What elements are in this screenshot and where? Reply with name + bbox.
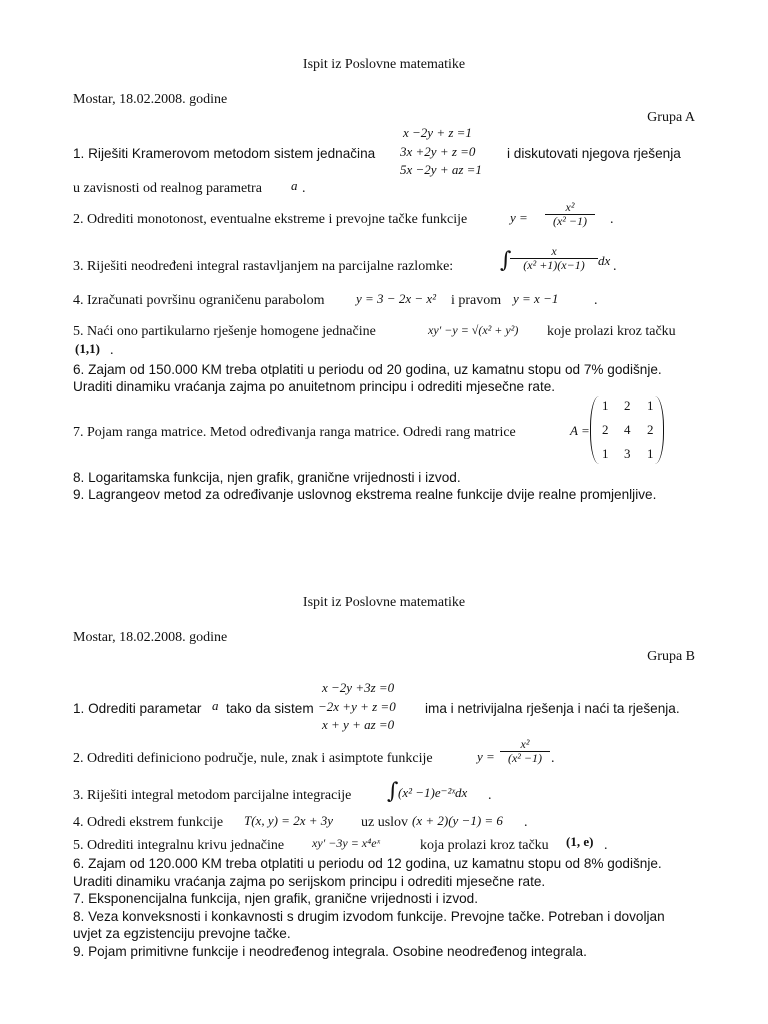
q3a-text: 3. Riješiti neodređeni integral rastavljanjem na parcijalne razlomke: <box>73 259 454 274</box>
q3a-fraction <box>510 245 598 272</box>
q4b-condition: (x + 2)(y −1) = 6 <box>412 813 503 828</box>
matrix-cell: 1 <box>647 398 654 413</box>
q5b-tail: koja prolazi kroz tačku <box>420 838 549 853</box>
q2b-y: y = <box>477 749 495 764</box>
q4a-period: . <box>594 293 598 308</box>
q8b-line1: 8. Veza konveksnosti i konkavnosti s drugim izvodom funkcije. Prevojne tačke. Potreban i dovoljan <box>73 909 665 924</box>
q3b-period: . <box>488 788 492 803</box>
q6a-line2: Uraditi dinamiku vraćanja zajma po anuitetnom principu i odrediti mjesečne rate. <box>73 379 556 394</box>
q2a-fraction <box>545 201 595 228</box>
matrix-cell: 3 <box>624 446 631 461</box>
q1a-period: . <box>302 181 306 196</box>
q2b-text: 2. Odrediti definiciono područje, nule, znak i asimptote funkcije <box>73 751 433 766</box>
matrix-cell: 2 <box>602 422 609 437</box>
q4b-mid: uz uslov <box>361 815 409 830</box>
q3b-integrand: (x² −1)e⁻²ˣdx <box>398 785 468 800</box>
q4a-mid: i pravom <box>451 293 502 308</box>
q2a-denominator: (x² −1) <box>545 214 595 228</box>
place-date-a: Mostar, 18.02.2008. godine <box>73 92 228 107</box>
q1b-param: a <box>212 698 219 713</box>
q1a-system-eq3: 5x −2y + az =1 <box>400 162 482 177</box>
q4a-parabola: y = 3 − 2x − x² <box>356 291 437 306</box>
exam-title-a: Ispit iz Poslovne matematike <box>302 57 466 72</box>
matrix-cell: 2 <box>647 422 654 437</box>
q1a-tail: i diskutovati njegova rješenja <box>507 146 681 161</box>
q5b-point: (1, e) <box>566 834 594 849</box>
q3a-numerator: x <box>551 244 557 258</box>
q1a-system-eq1: x −2y + z =1 <box>403 125 472 140</box>
matrix-cell: 4 <box>624 422 631 437</box>
q1b-mid: tako da sistem <box>226 701 314 716</box>
q3a-dx: dx <box>598 253 611 268</box>
q9b-text: 9. Pojam primitivne funkcije i neodređenog integrala. Osobine neodređenog integrala. <box>73 944 587 959</box>
matrix-left-paren <box>590 396 599 464</box>
q1a-text: 1. Riješiti Kramerovom metodom sistem jednačina <box>73 146 376 161</box>
q5a-point: (1,1) <box>75 341 100 356</box>
place-date-b: Mostar, 18.02.2008. godine <box>73 630 228 645</box>
q5b-text: 5. Odrediti integralnu krivu jednačine <box>73 838 285 853</box>
q1b-system-eq3: x + y + az =0 <box>322 717 395 732</box>
q5a-period: . <box>110 343 114 358</box>
q5a-equation: xy′ −y = √(x² + y²) <box>428 323 519 337</box>
integral-sign-icon: ∫ <box>500 248 512 273</box>
q6a-line1: 6. Zajam od 150.000 KM treba otplatiti u periodu od 20 godina, uz kamatnu stopu od 7% godišnje. <box>73 362 662 377</box>
q7a-A: A = <box>570 423 590 438</box>
q1a-system-eq2: 3x +2y + z =0 <box>400 144 476 159</box>
q4b-text: 4. Odredi ekstrem funkcije <box>73 815 224 830</box>
q1b-text: 1. Odrediti parametar <box>73 701 202 716</box>
matrix-cell: 1 <box>602 446 609 461</box>
q1b-tail: ima i netrivijalna rješenja i naći ta rješenja. <box>425 701 680 716</box>
q3b-text: 3. Riješiti integral metodom parcijalne integracije <box>73 788 352 803</box>
q3a-period: . <box>613 259 617 274</box>
q1b-system-eq1: x −2y +3z =0 <box>322 680 395 695</box>
q5b-period: . <box>604 838 608 853</box>
group-label-a: Grupa A <box>647 110 695 125</box>
q7a-text: 7. Pojam ranga matrice. Metod određivanja ranga matrice. Odredi rang matrice <box>73 425 516 440</box>
q8b-line2: uvjet za egzistenciju prevojne tačke. <box>73 926 291 941</box>
q9a-text: 9. Lagrangeov metod za određivanje uslovnog ekstrema realne funkcije dvije realne promjenljive. <box>73 487 657 502</box>
q2b-denominator: (x² −1) <box>500 751 550 765</box>
matrix-right-paren <box>655 396 664 464</box>
q1a-param: a <box>291 178 298 193</box>
q4b-period: . <box>524 815 528 830</box>
q2a-numerator: x² <box>565 200 575 214</box>
q4a-text: 4. Izračunati površinu ograničenu parabolom <box>73 293 325 308</box>
q7b-text: 7. Eksponencijalna funkcija, njen grafik, granične vrijednosti i izvod. <box>73 891 479 906</box>
q2b-fraction <box>500 738 550 765</box>
matrix-cell: 1 <box>647 446 654 461</box>
exam-title-b: Ispit iz Poslovne matematike <box>302 595 466 610</box>
q4a-line: y = x −1 <box>513 291 559 306</box>
q2b-period: . <box>551 751 555 766</box>
q1b-system-eq2: −2x +y + z =0 <box>318 699 396 714</box>
q2a-y: y = <box>510 210 528 225</box>
q5a-text: 5. Naći ono partikularno rješenje homogene jednačine <box>73 324 376 339</box>
q6b-line1: 6. Zajam od 120.000 KM treba otplatiti u periodu od 12 godina, uz kamatnu stopu od 8% godišnje. <box>73 856 662 871</box>
matrix-cell: 2 <box>624 398 631 413</box>
q3a-denominator: (x² +1)(x−1) <box>510 258 598 272</box>
q2a-text: 2. Odrediti monotonost, eventualne ekstreme i prevojne tačke funkcije <box>73 212 468 227</box>
q4b-function: T(x, y) = 2x + 3y <box>244 813 334 828</box>
q5a-tail: koje prolazi kroz tačku <box>547 324 676 339</box>
q5b-equation: xy′ −3y = x⁴eˣ <box>312 836 381 850</box>
q1a-line2: u zavisnosti od realnog parametra <box>73 181 262 196</box>
q2a-period: . <box>610 212 614 227</box>
matrix-cell: 1 <box>602 398 609 413</box>
integral-sign-icon: ∫ <box>387 779 399 804</box>
q2b-numerator: x² <box>520 737 530 751</box>
q8a-text: 8. Logaritamska funkcija, njen grafik, granične vrijednosti i izvod. <box>73 470 461 485</box>
q6b-line2: Uraditi dinamiku vraćanja zajma po serijskom principu i odrediti mjesečne rate. <box>73 874 546 889</box>
group-label-b: Grupa B <box>647 649 695 664</box>
q7a-matrix <box>590 396 664 464</box>
